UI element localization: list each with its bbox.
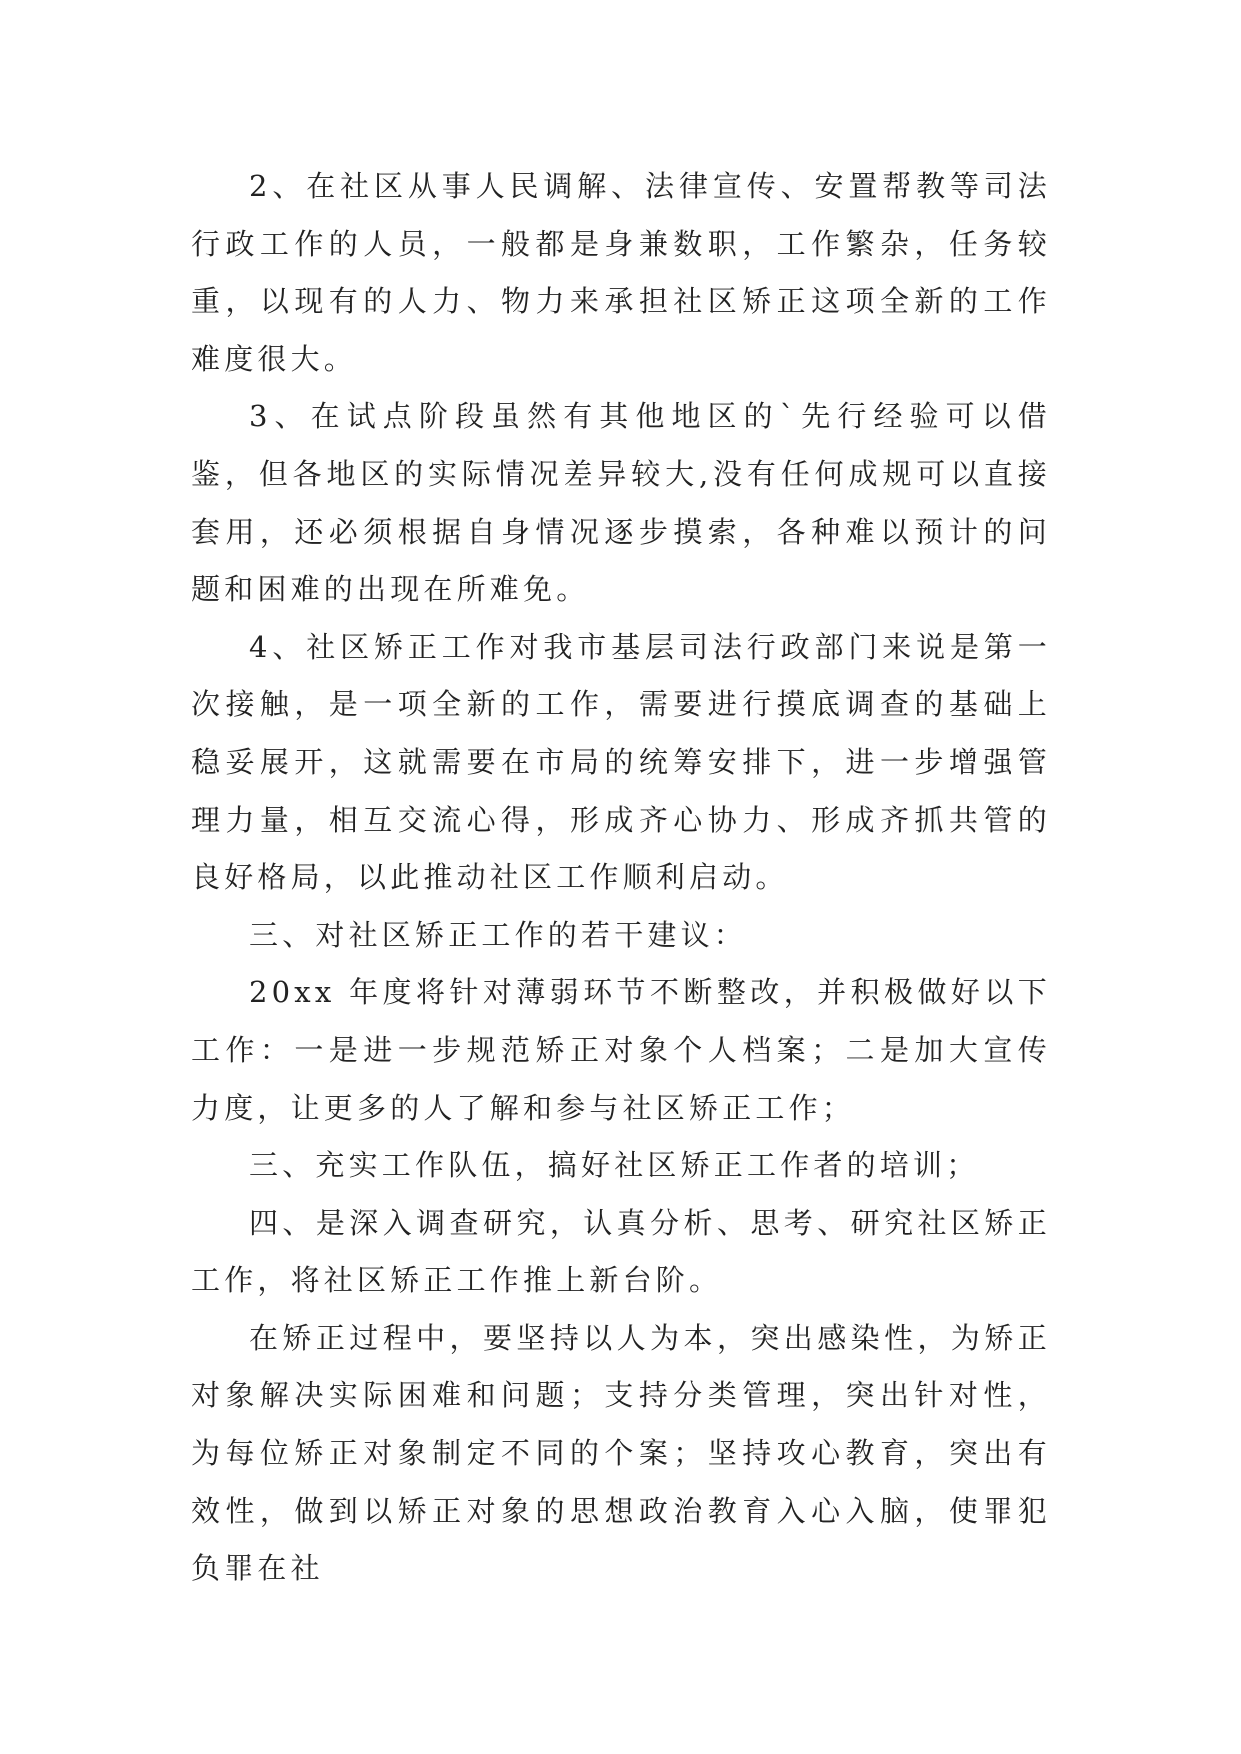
- paragraph-item-3: 3、在试点阶段虽然有其他地区的`先行经验可以借鉴，但各地区的实际情况差异较大,没有任何成规可以直接套用，还必须根据自身情况逐步摸索，各种难以预计的问题和困难的出现在所难免。: [191, 399, 1051, 607]
- paragraph-annual-plan: 20xx 年度将针对薄弱环节不断整改，并积极做好以下工作：一是进一步规范矫正对象个人档案；二是加大宣传力度，让更多的人了解和参与社区矫正工作；: [191, 975, 1051, 1125]
- paragraph-point-3: 三、充实工作队伍，搞好社区矫正工作者的培训；: [249, 1148, 980, 1183]
- paragraph-item-4: 4、社区矫正工作对我市基层司法行政部门来说是第一次接触，是一项全新的工作，需要进行摸底调查的基础上稳妥展开，这就需要在市局的统筹安排下，进一步增强管理力量，相互交流心得，形成齐心协力、形成齐抓共管的良好格局，以此推动社区工作顺利启动。: [191, 629, 1051, 895]
- paragraph-item-2: 2、在社区从事人民调解、法律宣传、安置帮教等司法行政工作的人员，一般都是身兼数职，工作繁杂，任务较重，以现有的人力、物力来承担社区矫正这项全新的工作难度很大。: [191, 169, 1051, 376]
- paragraph-point-4: 四、是深入调查研究，认真分析、思考、研究社区矫正工作，将社区矫正工作推上新台阶。: [191, 1205, 1051, 1298]
- section-heading-suggestions: 三、对社区矫正工作的若干建议：: [249, 917, 748, 952]
- paragraph-correction-process: 在矫正过程中，要坚持以人为本，突出感染性，为矫正对象解决实际困难和问题；支持分类管理，突出针对性，为每位矫正对象制定不同的个案；坚持攻心教育，突出有效性，做到以矫正对象的思想政治教育入心入脑，使罪犯负罪在社: [191, 1320, 1051, 1586]
- document-body: [191, 158, 1051, 1598]
